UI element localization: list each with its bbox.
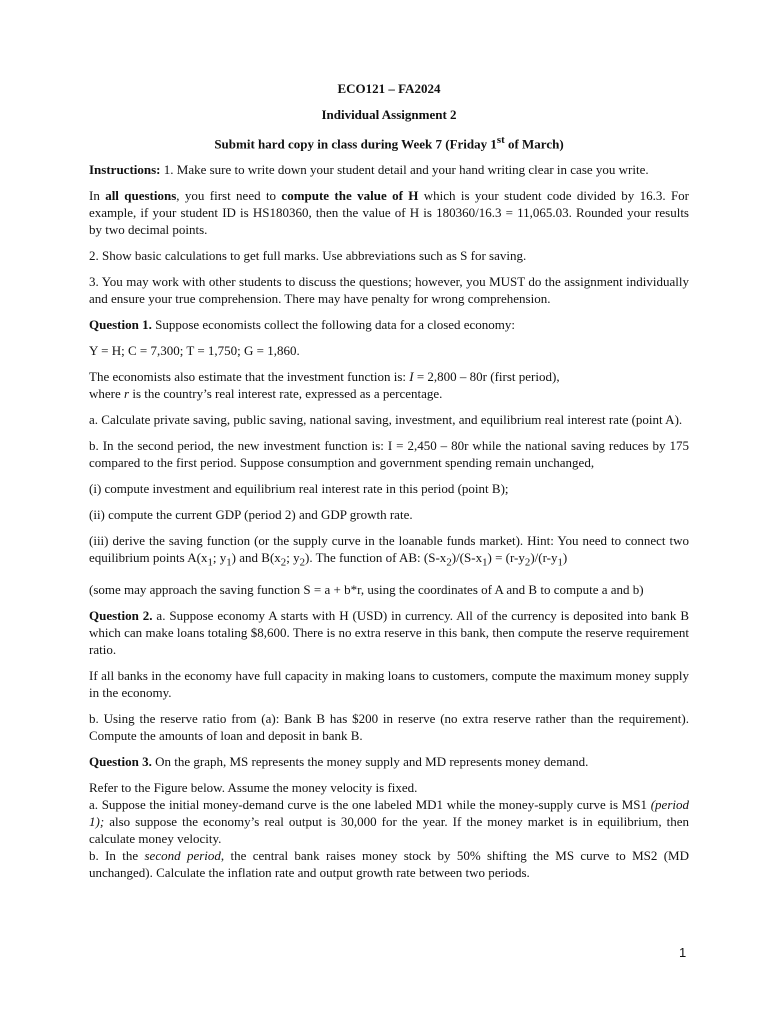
iii-text-3: ) and B(x: [231, 550, 281, 566]
iii-text-6: )/(S-x: [451, 550, 483, 566]
question-1b-i: (i) compute investment and equilibrium real interest rate in this period (point B);: [89, 481, 509, 497]
h-bold-2: compute the value of H: [281, 188, 419, 204]
q3a-text-2: also suppose the economy’s real output is 30,000 for the year. If the money market is in equilibrium, then calculate money velocity.: [89, 813, 689, 846]
where-text-2: is the country’s real interest rate, expressed as a percentage.: [129, 386, 443, 402]
iii-sub-1: 1: [207, 556, 213, 569]
iii-text-4: ; y: [286, 550, 300, 566]
instructions-label: Instructions:: [89, 162, 161, 178]
page-number: 1: [679, 945, 687, 960]
iii-sub-2: 1: [226, 556, 232, 569]
question-1b-ii: (ii) compute the current GDP (period 2) and GDP growth rate.: [89, 507, 413, 523]
question-3-intro-text: On the graph, MS represents the money supply and MD represents money demand.: [151, 753, 589, 769]
question-1-intro: [89, 316, 689, 333]
document-page: [89, 80, 689, 881]
investment-function: [89, 368, 689, 402]
iii-text-8: )/(r-y: [530, 550, 558, 566]
question-2-money-supply: If all banks in the economy have full capacity in making loans to customers, compute the maximum money supply in the economy.: [89, 667, 689, 700]
question-3-refer: Refer to the Figure below. Assume the money velocity is fixed.: [89, 779, 418, 795]
submission-text-end: of March): [504, 136, 564, 152]
q3a-italic: (period 1);: [89, 796, 689, 829]
question-3-intro: [89, 753, 689, 770]
question-1-label: Question 1.: [89, 317, 152, 333]
inv-italic-i: I: [409, 369, 414, 385]
q3b-text-2: , the central bank raises money stock by 50% shifting the MS curve to MS2 (MD unchanged). Calculate the inflation rate and output growth rate between two periods.: [89, 847, 689, 880]
course-code: ECO121 – FA2024: [337, 81, 441, 96]
q3b-text-1: b. In the: [89, 847, 145, 863]
question-3a: [89, 796, 689, 847]
question-1b-iii: [89, 532, 689, 572]
question-1a: a. Calculate private saving, public saving, national saving, investment, and equilibrium real interest rate (point A).: [89, 412, 683, 428]
question-3b: [89, 847, 689, 881]
question-1-data: Y = H; C = 7,300; T = 1,750; G = 1,860.: [89, 343, 300, 359]
instructions-paragraph: [89, 161, 689, 178]
note-3: 3. You may work with other students to discuss the questions; however, you MUST do the assignment individually and ensure your true comprehension. There may have penalty for wrong comprehension.: [89, 274, 689, 307]
where-italic-r: r: [124, 386, 130, 402]
inv-text-1: The economists also estimate that the investment function is:: [89, 369, 410, 385]
iii-text-5: ). The function of AB: (S-x: [305, 550, 447, 566]
h-text-1: In: [89, 188, 106, 204]
question-1b: b. In the second period, the new investment function is: I = 2,450 – 80r while the national saving reduces by 175 compared to the first period. Suppose consumption and government spending remain unchanged,: [89, 438, 689, 471]
h-bold-1: all questions: [105, 188, 177, 204]
instructions-text: 1. Make sure to write down your student detail and your hand writing clear in case you write.: [160, 162, 649, 178]
iii-sub-7: 2: [524, 556, 531, 569]
iii-sub-4: 2: [299, 556, 305, 569]
iii-text-9: ): [562, 550, 568, 566]
h-value-paragraph: [89, 187, 689, 238]
q3a-text-1: a. Suppose the initial money-demand curve is the one labeled MD1 while the money-supply curve is MS1: [89, 796, 651, 812]
question-1-intro-text: Suppose economists collect the following data for a closed economy:: [151, 317, 516, 333]
assignment-title: Individual Assignment 2: [321, 107, 457, 122]
inv-text-2: = 2,800 – 80r (first period),: [413, 369, 560, 385]
question-2b: b. Using the reserve ratio from (a): Bank B has $200 in reserve (no extra reserve rather than the requirement). Compute the amounts of loan and deposit in bank B.: [89, 710, 689, 743]
q3b-italic: second period: [144, 847, 221, 863]
saving-function-note: (some may approach the saving function S = a + b*r, using the coordinates of A and B to compute a and b): [89, 581, 644, 597]
iii-sub-5: 2: [446, 556, 452, 569]
question-3-label: Question 3.: [89, 753, 152, 769]
h-text-2: , you first need to: [176, 188, 282, 204]
iii-sub-6: 1: [482, 556, 488, 569]
submission-text: Submit hard copy in class during Week 7 (Friday 1: [214, 136, 497, 152]
question-2-label: Question 2.: [89, 607, 153, 623]
iii-sub-8: 1: [557, 556, 563, 569]
question-2a-text: a. Suppose economy A starts with H (USD) in currency. All of the currency is deposited into bank B which can make loans totaling $8,600. There is no extra reserve in this bank, then compute the reserve requirement ratio.: [89, 607, 689, 657]
where-text-1: where: [89, 386, 125, 402]
iii-text-1: (iii) derive the saving function (or the supply curve in the loanable funds market). Hint: You need to connect two equilibrium points A(x: [89, 533, 689, 566]
iii-text-2: ; y: [212, 550, 227, 566]
iii-text-7: ) = (r-y: [487, 550, 525, 566]
submission-note: [89, 132, 689, 152]
note-2: 2. Show basic calculations to get full marks. Use abbreviations such as S for saving.: [89, 248, 527, 264]
question-2a: [89, 607, 689, 658]
iii-sub-3: 2: [280, 556, 287, 569]
h-text-3: which is your student code divided by 16.3. For example, if your student ID is HS180360, then the value of H is 180360/16.3 = 11,065.03. Rounded your results by two decimal points.: [89, 188, 689, 238]
submission-superscript: st: [496, 134, 505, 146]
